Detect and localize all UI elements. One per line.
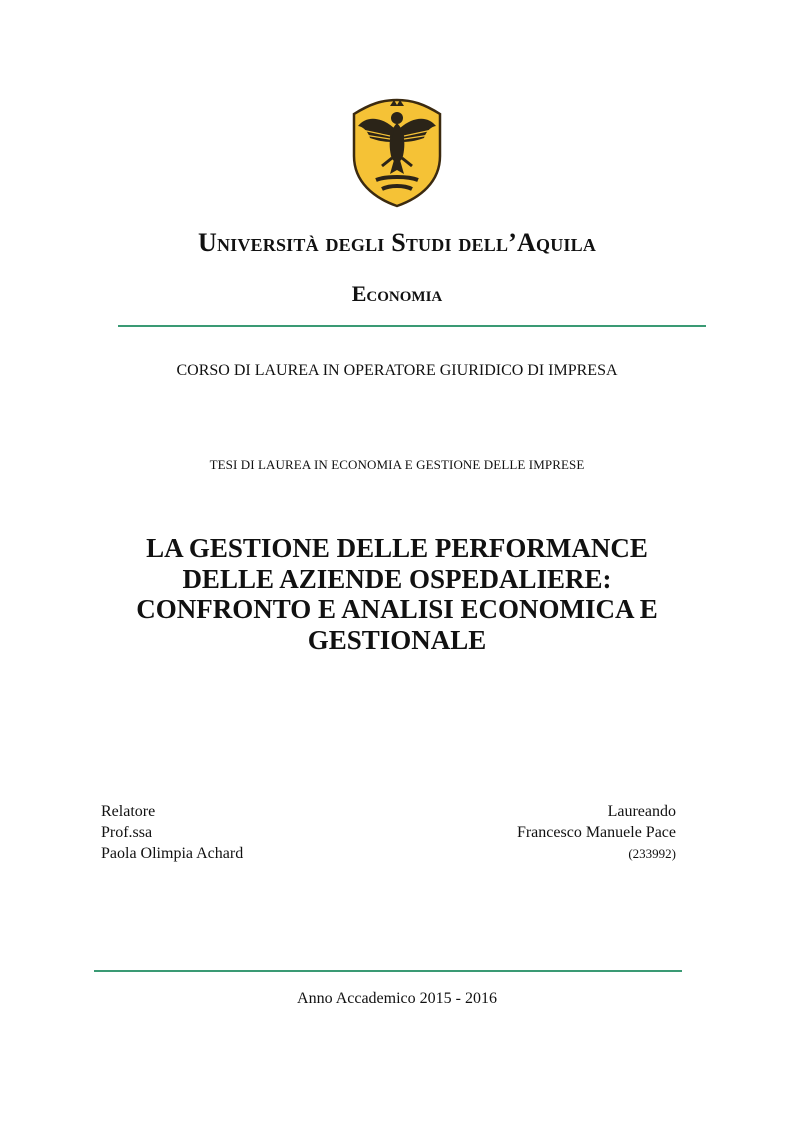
course-name: CORSO DI LAUREA IN OPERATORE GIURIDICO DI IMPRESA: [176, 362, 618, 379]
student-role: Laureando: [607, 803, 676, 820]
student-block: [517, 801, 676, 864]
university-crest-icon: [350, 96, 444, 209]
student-name: Francesco Manuele Pace: [516, 824, 676, 841]
supervisor-title: Prof.ssa: [101, 824, 153, 841]
supervisor-role: Relatore: [101, 803, 156, 820]
supervisor-name: Paola Olimpia Achard: [101, 845, 244, 862]
student-id: (233992): [628, 846, 676, 861]
bottom-divider: [94, 970, 682, 972]
academic-year: Anno Accademico 2015 - 2016: [297, 990, 497, 1007]
top-divider: [118, 325, 706, 327]
university-name: Università degli Studi dell’Aquila: [197, 228, 597, 257]
supervisor-block: [101, 801, 243, 864]
faculty-name: Economia: [351, 281, 443, 306]
thesis-title: LA GESTIONE DELLE PERFORMANCE DELLE AZIENDE OSPEDALIERE: CONFRONTO E ANALISI ECONOMICA E GESTIONALE: [136, 533, 658, 655]
thesis-type: TESI DI LAUREA IN ECONOMIA E GESTIONE DELLE IMPRESE: [209, 457, 585, 472]
